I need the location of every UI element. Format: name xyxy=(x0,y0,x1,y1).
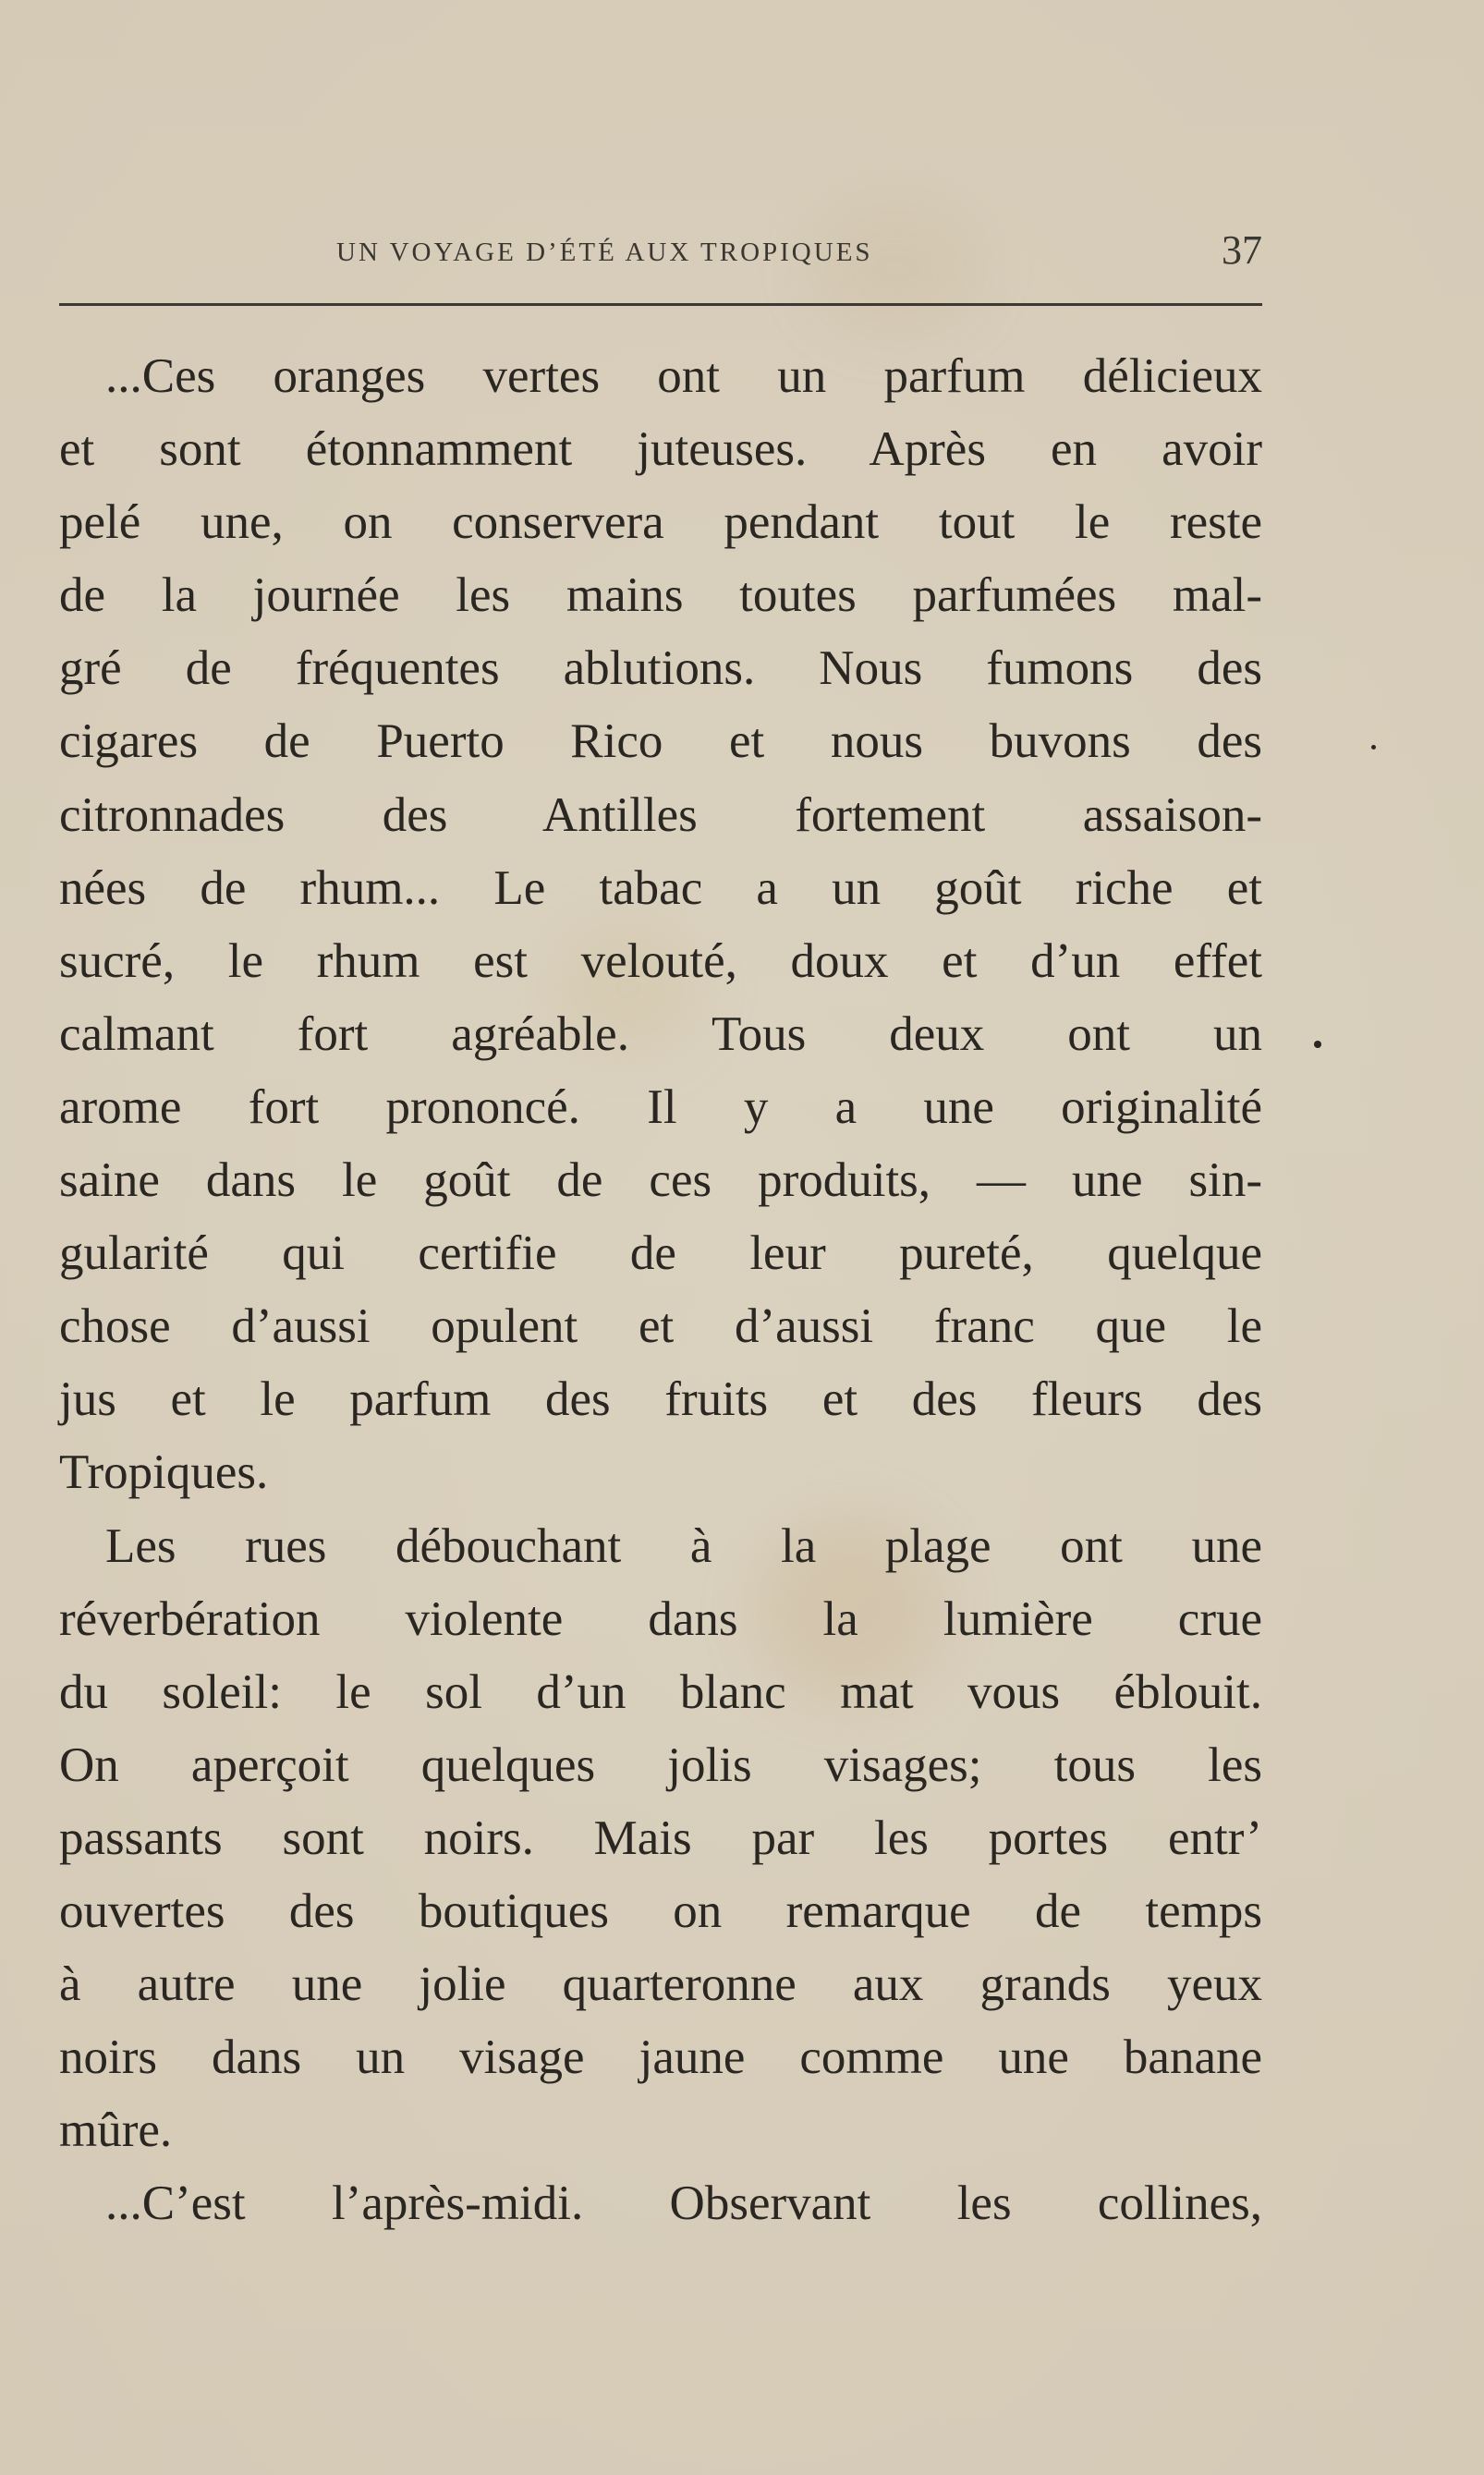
text-line: Tropiques. xyxy=(59,1445,269,1500)
text-line: pelé une, on conservera pendant tout le reste xyxy=(59,495,1262,550)
running-title: UN VOYAGE D’ÉTÉ AUX TROPIQUES xyxy=(336,238,873,267)
text-line: de la journée les mains toutes parfumées mal- xyxy=(59,568,1262,623)
text-line: du soleil: le sol d’un blanc mat vous éblouit. xyxy=(59,1664,1262,1719)
text-line: ouvertes des boutiques on remarque de temps xyxy=(59,1884,1262,1938)
text-line: cigares de Puerto Rico et nous buvons des xyxy=(59,714,1262,769)
text-line: ...C’est l’après-midi. Observant les collines, xyxy=(105,2176,1262,2231)
text-line: à autre une jolie quarteronne aux grands yeux xyxy=(59,1957,1262,2012)
text-line: réverbération violente dans la lumière crue xyxy=(59,1591,1262,1646)
page-number: 37 xyxy=(1222,227,1262,273)
text-line: saine dans le goût de ces produits, — une sin- xyxy=(59,1153,1262,1208)
text-line: nées de rhum... Le tabac a un goût riche et xyxy=(59,860,1262,915)
text-line: jus et le parfum des fruits et des fleurs des xyxy=(59,1372,1262,1427)
text-line: chose d’aussi opulent et d’aussi franc que le xyxy=(59,1299,1262,1354)
text-line: calmant fort agréable. Tous deux ont un xyxy=(59,1006,1262,1061)
text-line: gularité qui certifie de leur pureté, quelque xyxy=(59,1226,1262,1281)
ink-speck xyxy=(1314,1041,1321,1048)
page-header xyxy=(59,226,1262,282)
text-line: et sont étonnamment juteuses. Après en avoir xyxy=(59,422,1262,477)
text-line: mûre. xyxy=(59,2103,173,2158)
text-line: sucré, le rhum est velouté, doux et d’un effet xyxy=(59,933,1262,988)
text-line: On aperçoit quelques jolis visages; tous les xyxy=(59,1737,1262,1792)
body-text xyxy=(59,340,1262,2240)
text-line: Les rues débouchant à la plage ont une xyxy=(105,1518,1262,1573)
text-line: passants sont noirs. Mais par les portes entr’ xyxy=(59,1811,1262,1865)
ink-speck xyxy=(1371,745,1376,750)
header-rule xyxy=(59,303,1262,306)
text-line: noirs dans un visage jaune comme une banane xyxy=(59,2030,1262,2085)
text-line: gré de fréquentes ablutions. Nous fumons des xyxy=(59,641,1262,696)
text-line: citronnades des Antilles fortement assaison- xyxy=(59,787,1262,842)
text-line: arome fort prononcé. Il y a une originalité xyxy=(59,1079,1262,1134)
text-line: ...Ces oranges vertes ont un parfum délicieux xyxy=(105,349,1262,403)
